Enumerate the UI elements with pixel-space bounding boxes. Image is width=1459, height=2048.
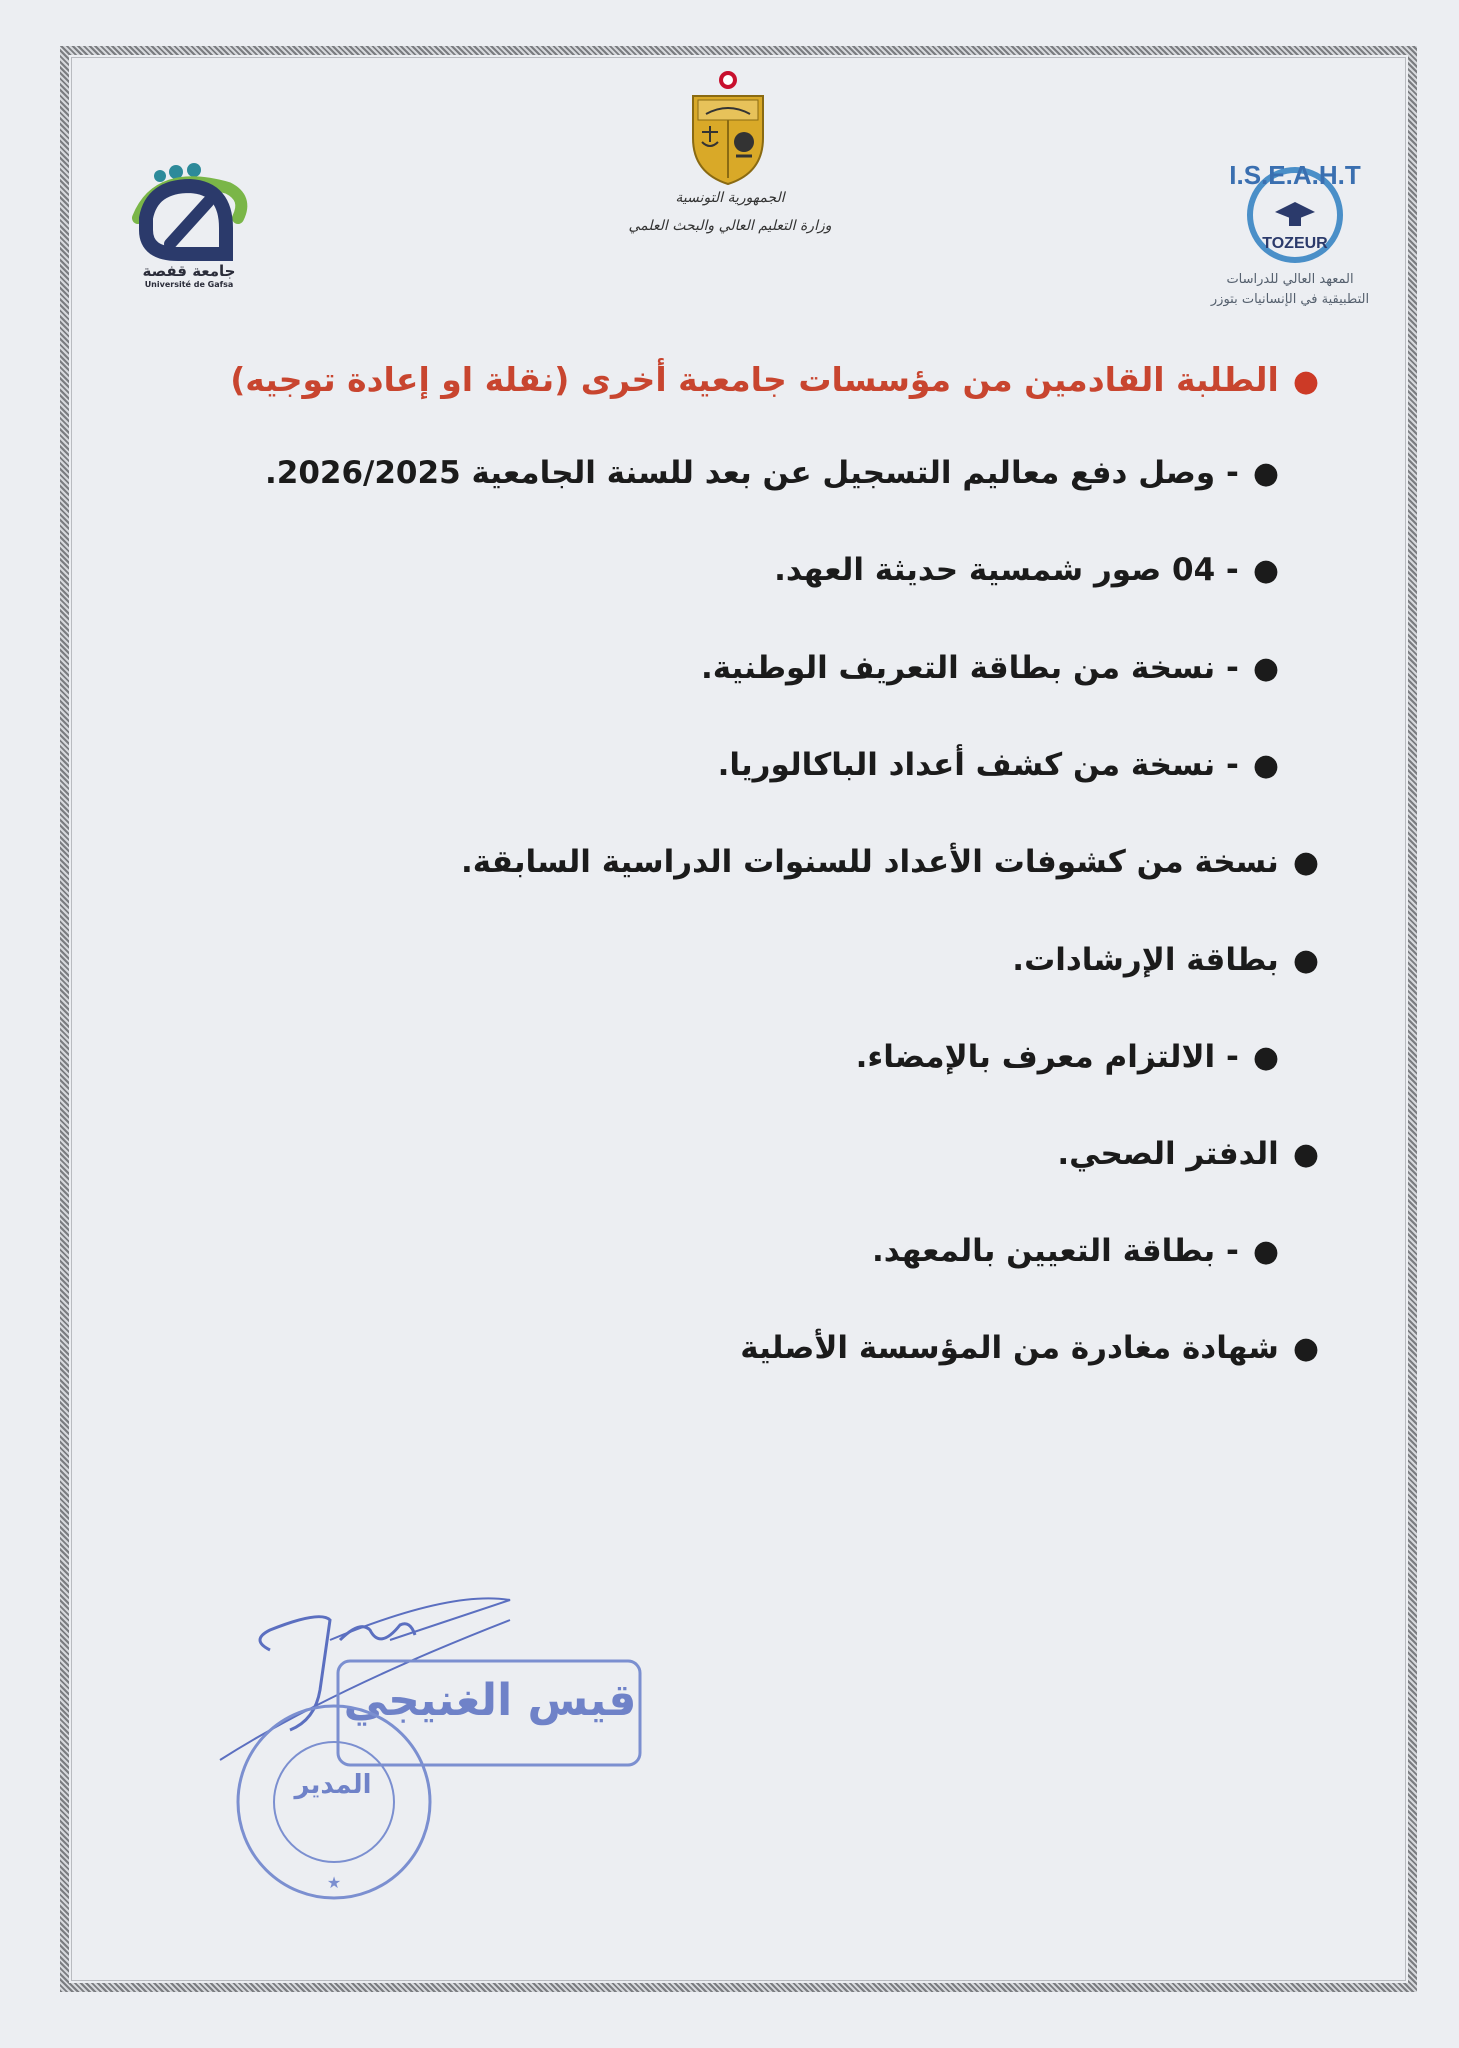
- list-item: [199, 1039, 1319, 1075]
- institute-name-line2: التطبيقية في الإنسانيات بتوزر: [1210, 292, 1370, 307]
- bullet-icon: ●: [1292, 845, 1319, 880]
- svg-text:★: ★: [326, 1873, 342, 1892]
- bullet-icon: ●: [1252, 553, 1279, 588]
- bullet-icon: ●: [1292, 943, 1319, 978]
- list-item: [199, 942, 1319, 978]
- university-name-arabic: جامعة قفصة: [142, 262, 236, 280]
- bullet-icon: ●: [1252, 651, 1279, 686]
- stamp-title: المدير: [294, 1770, 372, 1800]
- list-item-text: - بطاقة التعيين بالمعهد.: [872, 1233, 1239, 1269]
- tunisia-coat-of-arms-icon: [678, 68, 778, 188]
- list-item-text: - نسخة من كشف أعداد الباكالوريا.: [717, 747, 1239, 783]
- list-item-text: شهادة مغادرة من المؤسسة الأصلية: [740, 1330, 1279, 1366]
- list-item-text: بطاقة الإرشادات.: [1012, 942, 1279, 978]
- list-item: [199, 650, 1319, 686]
- bullet-icon: ●: [1252, 748, 1279, 783]
- institute-acronym: I.S.E.A.H.T: [1229, 160, 1361, 190]
- institute-city: TOZEUR: [1262, 235, 1328, 252]
- list-item: [199, 455, 1319, 491]
- list-item: [199, 1330, 1319, 1366]
- bullet-icon: ●: [1252, 456, 1279, 491]
- list-item-text: - نسخة من بطاقة التعريف الوطنية.: [700, 650, 1239, 686]
- bullet-icon: ●: [1292, 1137, 1319, 1172]
- institute-name-line1: المعهد العالي للدراسات: [1226, 272, 1354, 287]
- list-item-text: - 04 صور شمسية حديثة العهد.: [774, 552, 1239, 588]
- list-item: [199, 1233, 1319, 1269]
- institution-seal: [232, 1700, 437, 1905]
- list-item: [199, 552, 1319, 588]
- university-name-french: Université de Gafsa: [144, 280, 234, 289]
- list-item: [199, 844, 1319, 880]
- list-item-text: نسخة من كشوفات الأعداد للسنوات الدراسية السابقة.: [460, 844, 1279, 880]
- list-item: [199, 1136, 1319, 1172]
- bullet-icon: ●: [1292, 364, 1319, 399]
- list-item: [199, 747, 1319, 783]
- bullet-icon: ●: [1252, 1234, 1279, 1269]
- bullet-icon: ●: [1292, 1331, 1319, 1366]
- stamp-name: قيس الغنيجي: [343, 1675, 637, 1726]
- section-heading: [199, 360, 1319, 399]
- list-item-text: - الالتزام معرف بالإمضاء.: [855, 1039, 1239, 1075]
- list-item-text: الدفتر الصحي.: [1057, 1136, 1279, 1172]
- heading-text: الطلبة القادمين من مؤسسات جامعية أخرى (نقلة او إعادة توجيه): [230, 360, 1279, 399]
- bullet-icon: ●: [1252, 1040, 1279, 1075]
- ministry-label: وزارة التعليم العالي والبحث العلمي: [628, 218, 832, 234]
- republic-label: الجمهورية التونسية: [675, 190, 785, 206]
- list-item-text: - وصل دفع معاليم التسجيل عن بعد للسنة الجامعية 2026/2025.: [264, 455, 1239, 491]
- institute-logo: [1195, 150, 1395, 275]
